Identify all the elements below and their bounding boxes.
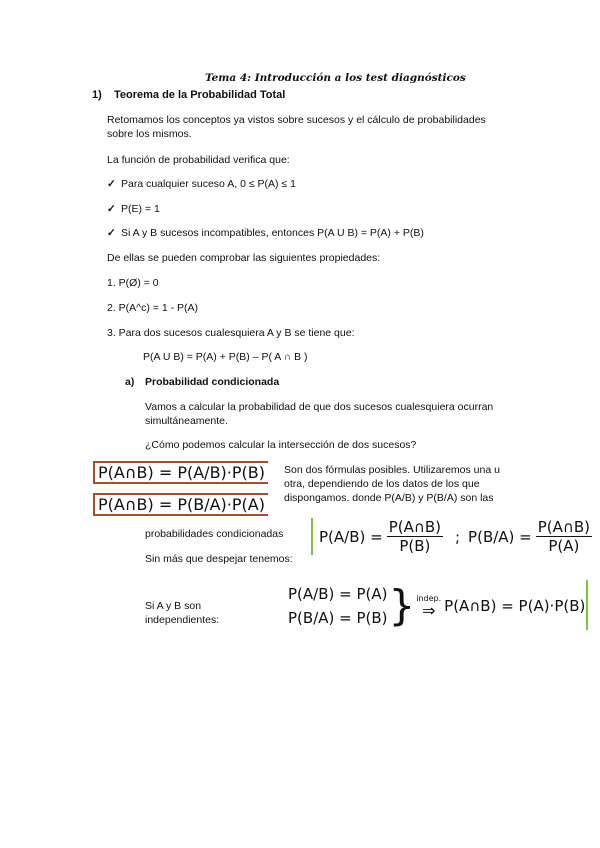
intro-line-2: sobre los mismos. [107, 128, 192, 140]
union-formula: P(A U B) = P(A) + P(B) – P( A ∩ B ) [143, 351, 308, 363]
side-text-3: dispongamos. donde P(A/B) y P(B/A) son las [284, 492, 494, 504]
check-item-3: ✓ Si A y B sucesos incompatibles, entonces P(A U B) = P(A) + P(B) [107, 227, 424, 239]
check-item-1: ✓ Para cualquier suceso A, 0 ≤ P(A) ≤ 1 [107, 178, 296, 190]
property-2: 2. P(A^c) = 1 - P(A) [107, 302, 198, 314]
section-number: 1) [92, 89, 102, 101]
cond-label-1: probabilidades condicionadas [145, 528, 284, 540]
implies-arrow-icon: ⇒ [421, 600, 436, 620]
property-1: 1. P(Ø) = 0 [107, 277, 159, 289]
indep-result: P(A∩B) = P(A)·P(B) [444, 597, 586, 615]
indep-eq-1: P(A/B) = P(A) [288, 585, 388, 603]
cond-fraction-2: $\frac{P(A\cap B)}{P(A)}$ [537, 518, 591, 555]
check-icon: ✓ [107, 178, 116, 190]
subsection-line-1: Vamos a calcular la probabilidad de que dos sucesos cualesquiera ocurran [145, 401, 494, 413]
check-item-2: ✓ P(E) = 1 [107, 203, 160, 215]
intersection-question: ¿Cómo podemos calcular la intersección de dos sucesos? [145, 439, 417, 451]
properties-intro: De ellas se pueden comprobar las siguientes propiedades: [107, 252, 381, 264]
property-3: 3. Para dos sucesos cualesquiera A y B se tiene que: [107, 327, 355, 339]
intro-line-1: Retomamos los conceptos ya vistos sobre sucesos y el cálculo de probabilidades [107, 114, 486, 126]
side-text-2: otra, dependiendo de los datos de los que [284, 478, 480, 490]
subsection-label: a) [125, 376, 135, 388]
indep-label-1: Si A y B son [145, 600, 202, 612]
formula-box-1: P(A∩B) = P(A/B)·P(B) [93, 461, 268, 484]
indep-divider [586, 580, 588, 630]
cond-label-2: Sin más que despejar tenemos: [145, 553, 293, 565]
verifies-text: La función de probabilidad verifica que: [107, 154, 290, 166]
independence-formulas [288, 582, 585, 630]
section-title: Teorema de la Probabilidad Total [114, 89, 286, 101]
subsection-line-2: simultáneamente. [145, 415, 228, 427]
side-text-1: Son dos fórmulas posibles. Utilizaremos una u [284, 464, 500, 476]
cond-lhs-1: P(A/B) = [319, 527, 383, 546]
indep-eq-2: P(B/A) = P(B) [288, 609, 388, 627]
section-heading [92, 89, 285, 101]
right-brace-icon: } [388, 581, 416, 630]
indep-tag: indep. [416, 593, 442, 603]
cond-fraction-1: $\frac{P(A\cap B)}{P(B)}$ [388, 518, 441, 555]
page-title: Tema 4: Introducción a los test diagnósticos [205, 72, 466, 84]
cond-lhs-2: P(B/A) = [468, 527, 532, 546]
cond-separator: ; [454, 527, 461, 546]
indep-label-2: independientes: [145, 614, 220, 626]
conditional-formulas [311, 518, 592, 555]
subsection-heading: Probabilidad condicionada [145, 376, 280, 388]
formula-box-2: P(A∩B) = P(B/A)·P(A) [93, 493, 268, 516]
check-icon: ✓ [107, 227, 116, 239]
check-icon: ✓ [107, 203, 116, 215]
